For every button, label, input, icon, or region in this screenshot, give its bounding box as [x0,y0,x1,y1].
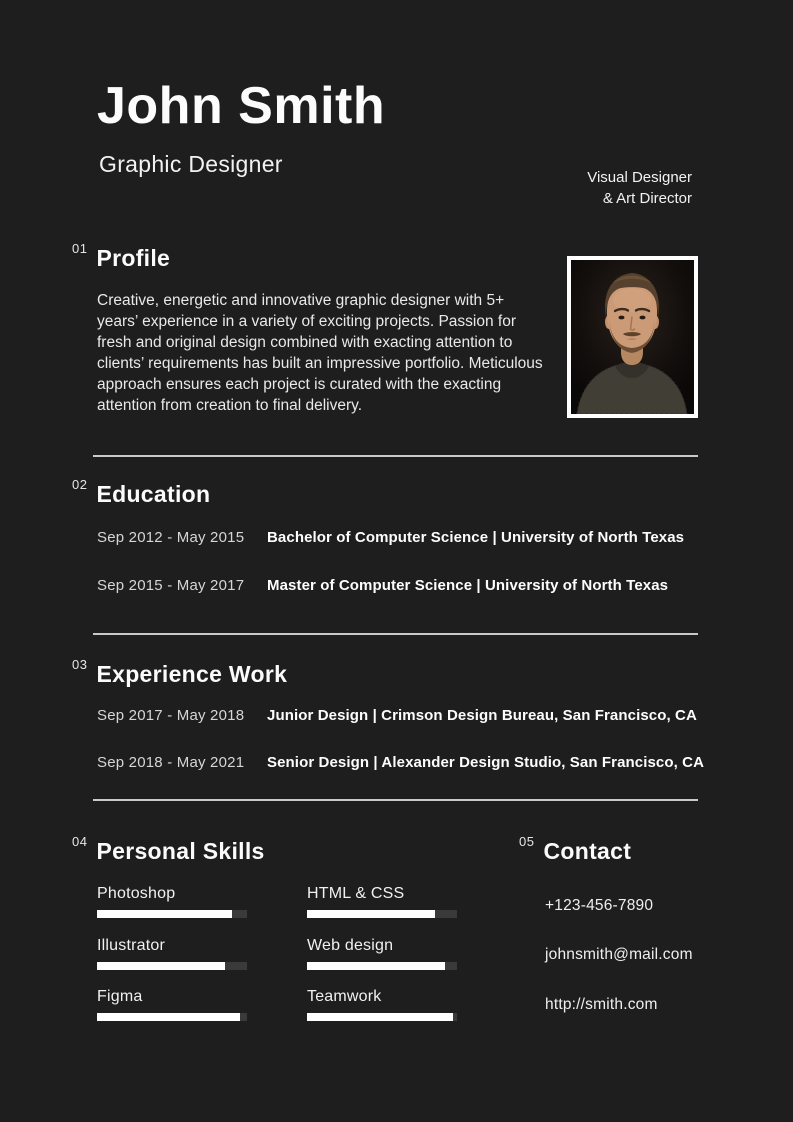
section-skills-heading [72,836,265,863]
section-experience-heading [72,659,287,686]
profile-photo [567,256,698,418]
section-title: Experience Work [96,661,288,687]
skill-bar-track [97,962,247,970]
education-description: Bachelor of Computer Science | University of North Texas [267,529,685,546]
education-entry [97,577,757,594]
section-title: Profile [96,245,171,271]
skill-bar-track [307,910,457,918]
skill-item [307,988,457,1021]
skill-label: Illustrator [97,937,165,954]
person-name: John Smith [97,77,386,135]
skill-bar-track [307,962,457,970]
section-number: 05 [519,834,535,849]
skill-label: Figma [97,988,143,1005]
experience-entry [97,754,757,771]
portrait-illustration [571,260,694,414]
skill-bar-track [97,910,247,918]
education-entry [97,529,757,546]
skill-label: Photoshop [97,885,176,902]
section-number: 02 [72,477,88,492]
tagline-line1: Visual Designer [587,169,692,186]
section-divider [93,455,698,457]
experience-dates: Sep 2017 - May 2018 [97,707,245,724]
skill-bar-fill [307,962,445,970]
skill-item [307,885,457,918]
section-title: Personal Skills [96,838,265,864]
section-education-heading [72,479,210,506]
section-divider [93,799,698,801]
skill-bar-fill [307,1013,453,1021]
experience-description: Junior Design | Crimson Design Bureau, San Francisco, CA [267,707,697,724]
skill-item [97,885,247,918]
section-number: 04 [72,834,88,849]
experience-entry [97,707,757,724]
section-title: Education [96,481,211,507]
experience-dates: Sep 2018 - May 2021 [97,754,245,771]
skill-item [307,937,457,970]
skill-bar-fill [97,1013,240,1021]
section-contact-heading [519,836,631,863]
tagline-line2: & Art Director [602,190,692,207]
skill-item [97,937,247,970]
contact-website: http://smith.com [545,996,658,1013]
education-dates: Sep 2015 - May 2017 [97,577,245,594]
skill-bar-fill [97,910,232,918]
skill-bar-fill [97,962,225,970]
skill-label: Teamwork [307,988,382,1005]
skill-bar-track [307,1013,457,1021]
section-title: Contact [543,838,632,864]
skill-item [97,988,247,1021]
profile-summary-text: Creative, energetic and innovative graphic designer with 5+ years’ experience in a variety of exciting projects. Passion for fresh and original design combined with exacting attention to clients’ requirements has built an impressive portfolio. Meticulous approach ensures each project is curated with the exacting attention from creation to final delivery. [97,292,543,414]
contact-email: johnsmith@mail.com [545,946,693,963]
tagline [587,167,692,209]
skill-label: Web design [307,937,394,954]
section-number: 01 [72,241,88,256]
section-number: 03 [72,657,88,672]
education-description: Master of Computer Science | University of North Texas [267,577,669,594]
experience-description: Senior Design | Alexander Design Studio, San Francisco, CA [267,754,705,771]
skill-label: HTML & CSS [307,885,405,902]
section-profile-heading [72,243,170,270]
skill-bar-fill [307,910,435,918]
person-job-title: Graphic Designer [99,151,283,177]
contact-phone: +123-456-7890 [545,897,654,914]
skill-bar-track [97,1013,247,1021]
education-dates: Sep 2012 - May 2015 [97,529,245,546]
section-divider [93,633,698,635]
